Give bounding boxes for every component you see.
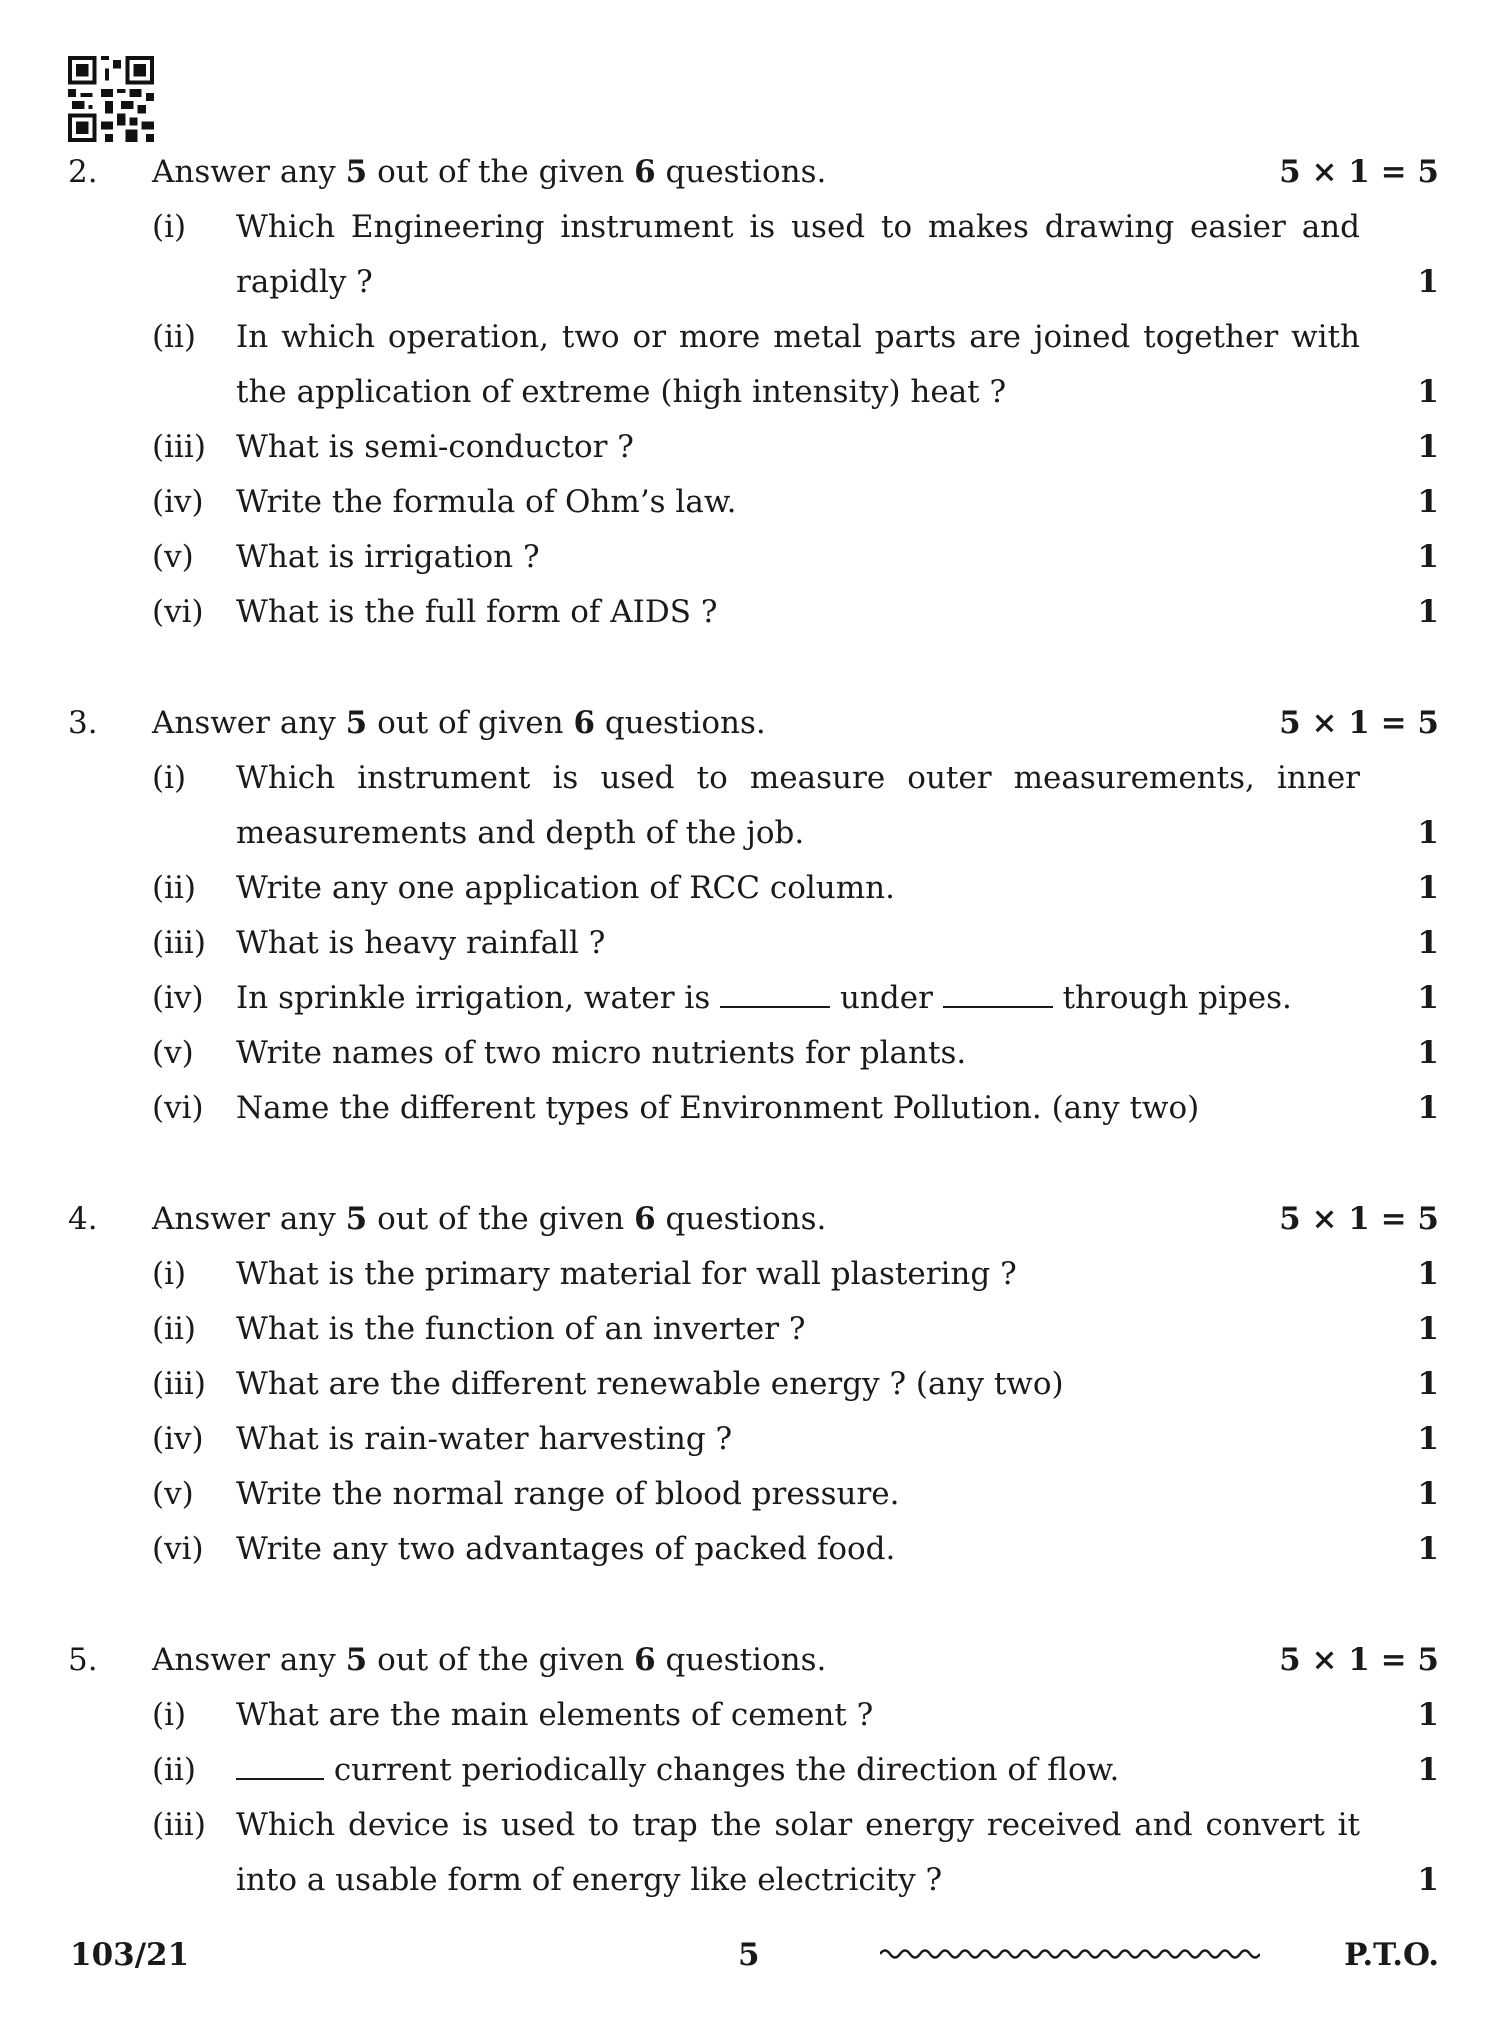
sub-question xyxy=(0,1084,1505,1132)
sub-question-marks: 1 xyxy=(1417,1752,1439,1788)
sub-question-marks: 1 xyxy=(1417,539,1439,575)
question-5-heading xyxy=(0,1636,1505,1684)
sub-question-number: (ii) xyxy=(152,1311,197,1347)
sub-question-text: into a usable form of energy like electricity ? xyxy=(236,1862,943,1898)
sub-question-text: What is semi-conductor ? xyxy=(236,429,634,465)
sub-question-text: Write the normal range of blood pressure. xyxy=(236,1476,900,1512)
sub-question-text: What is the primary material for wall plastering ? xyxy=(236,1256,1017,1292)
question-marks: 5 × 1 = 5 xyxy=(1279,705,1439,741)
sub-question-continuation xyxy=(0,1856,1505,1904)
sub-question xyxy=(0,533,1505,581)
sub-question-marks: 1 xyxy=(1417,1531,1439,1567)
sub-question-text: What is heavy rainfall ? xyxy=(236,925,606,961)
sub-question-text: Write names of two micro nutrients for plants. xyxy=(236,1035,967,1071)
sub-question-number: (iii) xyxy=(152,1807,206,1843)
sub-question-number: (i) xyxy=(152,1256,187,1292)
sub-question-text: Write any two advantages of packed food. xyxy=(236,1531,896,1567)
sub-question xyxy=(0,1525,1505,1573)
paper-code: 103/21 xyxy=(70,1937,190,1973)
sub-question-number: (v) xyxy=(152,1476,194,1512)
sub-question xyxy=(0,1250,1505,1298)
sub-question-marks: 1 xyxy=(1417,1697,1439,1733)
sub-question-number: (vi) xyxy=(152,1531,204,1567)
sub-question-marks: 1 xyxy=(1417,815,1439,851)
sub-question-number: (ii) xyxy=(152,870,197,906)
sub-question-number: (iii) xyxy=(152,429,206,465)
sub-question-number: (vi) xyxy=(152,1090,204,1126)
page-footer xyxy=(0,1930,1505,1980)
sub-question xyxy=(0,1305,1505,1353)
question-marks: 5 × 1 = 5 xyxy=(1279,1642,1439,1678)
sub-question-number: (ii) xyxy=(152,319,197,355)
sub-question-marks: 1 xyxy=(1417,264,1439,300)
sub-question-text: In which operation, two or more metal parts are joined together with xyxy=(236,319,1360,355)
please-turn-over: P.T.O. xyxy=(1344,1937,1439,1973)
sub-question-number: (ii) xyxy=(152,1752,197,1788)
sub-question xyxy=(0,588,1505,636)
question-instruction: Answer any 5 out of the given 6 questions. xyxy=(152,154,827,190)
question-number: 5. xyxy=(68,1642,98,1678)
sub-question-marks: 1 xyxy=(1417,1090,1439,1126)
page-number: 5 xyxy=(738,1937,760,1973)
sub-question xyxy=(0,864,1505,912)
sub-question xyxy=(0,1746,1505,1794)
question-marks: 5 × 1 = 5 xyxy=(1279,1201,1439,1237)
sub-question-text: In sprinkle irrigation, water is under through pipes. xyxy=(236,980,1292,1016)
question-instruction: Answer any 5 out of given 6 questions. xyxy=(152,705,766,741)
sub-question-text: Which instrument is used to measure outer measurements, inner xyxy=(236,760,1360,796)
sub-question xyxy=(0,1470,1505,1518)
sub-question-number: (v) xyxy=(152,539,194,575)
sub-question-marks: 1 xyxy=(1417,1311,1439,1347)
question-instruction: Answer any 5 out of the given 6 questions. xyxy=(152,1201,827,1237)
sub-question-marks: 1 xyxy=(1417,925,1439,961)
question-number: 4. xyxy=(68,1201,98,1237)
sub-question-text: Write the formula of Ohm’s law. xyxy=(236,484,737,520)
sub-question-number: (iii) xyxy=(152,1366,206,1402)
question-2-heading xyxy=(0,148,1505,196)
fill-in-blank xyxy=(236,1750,324,1780)
sub-question-text: What are the main elements of cement ? xyxy=(236,1697,874,1733)
question-3-heading xyxy=(0,699,1505,747)
sub-question-text: Which device is used to trap the solar energy received and convert it xyxy=(236,1807,1360,1843)
sub-question xyxy=(0,313,1505,361)
sub-question-marks: 1 xyxy=(1417,1035,1439,1071)
sub-question-text: Write any one application of RCC column. xyxy=(236,870,895,906)
sub-question-number: (vi) xyxy=(152,594,204,630)
question-4-heading xyxy=(0,1195,1505,1243)
sub-question xyxy=(0,1360,1505,1408)
sub-question xyxy=(0,1801,1505,1849)
sub-question-marks: 1 xyxy=(1417,374,1439,410)
sub-question-marks: 1 xyxy=(1417,1256,1439,1292)
sub-question xyxy=(0,1415,1505,1463)
sub-question-number: (iv) xyxy=(152,484,204,520)
question-instruction: Answer any 5 out of the given 6 questions. xyxy=(152,1642,827,1678)
wavy-line-icon xyxy=(880,1938,1260,1968)
sub-question-number: (i) xyxy=(152,209,187,245)
sub-question-marks: 1 xyxy=(1417,429,1439,465)
sub-question-text: What is the function of an inverter ? xyxy=(236,1311,806,1347)
sub-question-text: What is irrigation ? xyxy=(236,539,540,575)
sub-question-text: the application of extreme (high intensity) heat ? xyxy=(236,374,1007,410)
sub-question-number: (i) xyxy=(152,760,187,796)
sub-question xyxy=(0,974,1505,1022)
fill-in-blank xyxy=(720,978,830,1008)
sub-question-text: What is rain-water harvesting ? xyxy=(236,1421,733,1457)
sub-question-number: (iii) xyxy=(152,925,206,961)
sub-question-text: Which Engineering instrument is used to makes drawing easier and xyxy=(236,209,1360,245)
sub-question-text-with-blank: current periodically changes the direction of flow. xyxy=(236,1746,1119,1794)
question-number: 3. xyxy=(68,705,98,741)
sub-question-marks: 1 xyxy=(1417,980,1439,1016)
question-number: 2. xyxy=(68,154,98,190)
sub-question xyxy=(0,1691,1505,1739)
sub-question-marks: 1 xyxy=(1417,484,1439,520)
sub-question-text: measurements and depth of the job. xyxy=(236,815,805,851)
sub-question xyxy=(0,478,1505,526)
sub-question-marks: 1 xyxy=(1417,594,1439,630)
sub-question-continuation xyxy=(0,368,1505,416)
sub-question-continuation xyxy=(0,809,1505,857)
sub-question-text: What is the full form of AIDS ? xyxy=(236,594,718,630)
sub-question-number: (i) xyxy=(152,1697,187,1733)
sub-question-text: rapidly ? xyxy=(236,264,373,300)
sub-question-marks: 1 xyxy=(1417,1862,1439,1898)
sub-question-marks: 1 xyxy=(1417,1421,1439,1457)
fill-in-blank xyxy=(943,978,1053,1008)
qr-code-icon xyxy=(68,56,154,142)
sub-question-marks: 1 xyxy=(1417,870,1439,906)
sub-question-text: What are the different renewable energy ? (any two) xyxy=(236,1366,1064,1402)
sub-question xyxy=(0,423,1505,471)
sub-question-continuation xyxy=(0,258,1505,306)
sub-question xyxy=(0,203,1505,251)
sub-question xyxy=(0,919,1505,967)
sub-question-number: (v) xyxy=(152,1035,194,1071)
sub-question-marks: 1 xyxy=(1417,1476,1439,1512)
sub-question-number: (iv) xyxy=(152,980,204,1016)
question-marks: 5 × 1 = 5 xyxy=(1279,154,1439,190)
sub-question xyxy=(0,1029,1505,1077)
sub-question-number: (iv) xyxy=(152,1421,204,1457)
sub-question-marks: 1 xyxy=(1417,1366,1439,1402)
sub-question-text: Name the different types of Environment Pollution. (any two) xyxy=(236,1090,1200,1126)
sub-question xyxy=(0,754,1505,802)
